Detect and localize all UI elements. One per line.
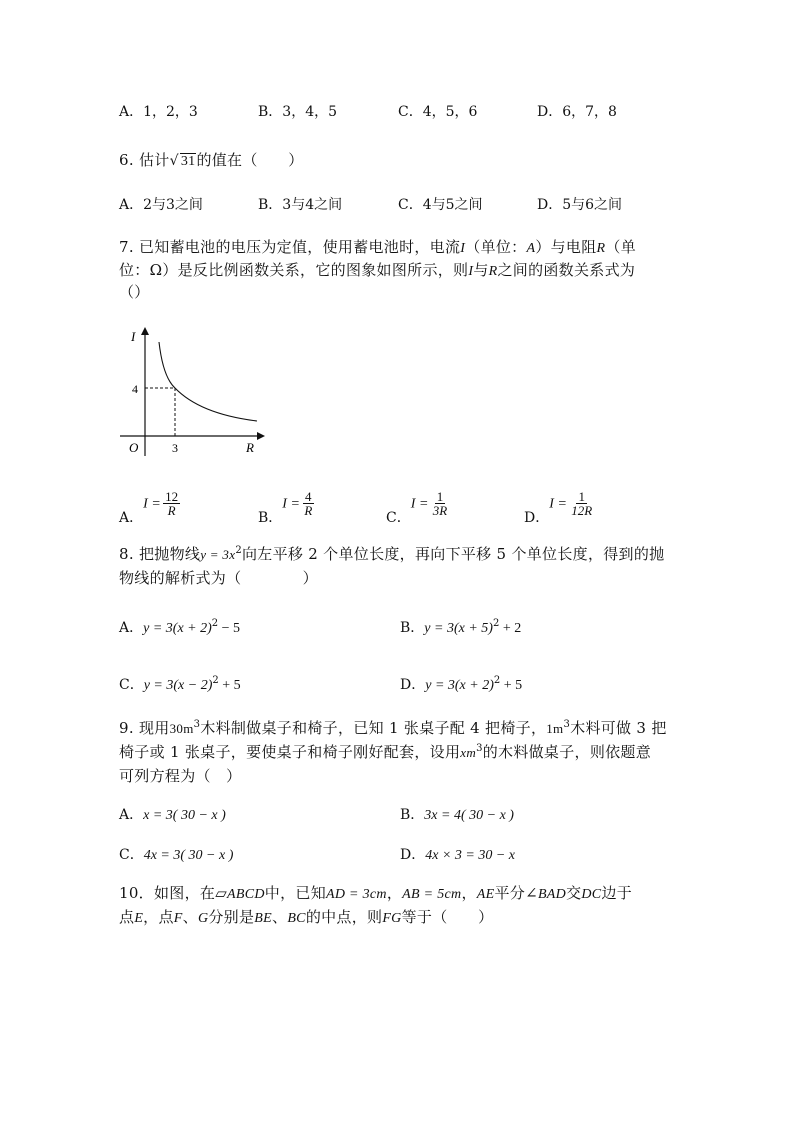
q9-text-1c: 木料可做 3 把 [570,719,667,737]
q10-text-1a: 10．如图，在 [119,884,216,902]
q7-a-num: 12 [165,489,179,504]
q6-option-a: A．2与3之间 [119,197,203,213]
q7-c-lhs: I [410,496,416,512]
q9-vol: 30m [169,721,194,736]
q7-a-eq: = [152,496,161,512]
q8-c-tail: + 5 [218,678,241,693]
q7-unit-a: A [526,241,536,256]
q8-a-sup: 2 [211,618,219,629]
q9-c-expr: 4x = 3( 30 − x ) [143,848,234,863]
q7-option-c-label: C． [386,509,411,526]
y-axis-arrow [141,327,149,335]
q7-text-2c: 之间的函数关系式为 [497,261,636,279]
q8-a-label: A． [119,620,144,636]
q7-c-eq: = [419,496,428,512]
q8-d-sup: 2 [493,675,501,686]
q9-text-2a: 椅子或 1 张桌子，要使桌子和椅子刚好配套，设用 [119,743,461,761]
q10-text-2e: 、 [272,908,288,926]
q9-vol-sup: 3 [193,719,201,730]
q7-text-2b: 与 [473,261,489,279]
q10-ae: AE [476,887,495,902]
q7-line3: （） [119,283,150,301]
q9-xvol: xm [460,745,477,760]
q7-line1 [119,236,636,257]
q7-text-2a: 位：Ω）是反比例函数关系，它的图象如图所示，则 [119,261,469,279]
x-axis-label: R [246,440,254,455]
q8-option-c [119,674,241,694]
q10-abcd: ABCD [227,887,265,902]
q9-option-c [119,844,233,864]
q8-b-sup: 2 [492,618,500,629]
q6-option-d: D．5与6之间 [537,197,623,213]
q10-text-1e: 边于 [601,884,633,902]
q9-line1 [119,717,667,738]
origin-label: O [129,440,139,455]
q8-d-tail: + 5 [500,678,523,693]
q10-line2 [119,906,493,927]
q10-ab: AB = 5cm [402,887,462,902]
q6-number: 6. [119,151,134,169]
q7-var-i: I [460,241,466,256]
q7-b-frac [302,490,314,517]
q10-g: G [197,911,209,926]
q10-ad: AD = 3cm [326,887,387,902]
q7-option-b [258,489,314,526]
q5-option-b: B．3，4，5 [258,104,338,120]
q8-line1 [119,543,664,564]
q7-option-b-label: B． [258,509,283,526]
q9-option-b [400,804,514,824]
q8-c-label: C． [119,677,144,693]
q8-a-tail: − 5 [218,621,241,636]
q9-a-label: A． [119,807,144,823]
q9-option-a [119,804,226,824]
y-tick-label: 4 [132,382,138,396]
q6-radicand: 31 [180,154,196,169]
q7-text-1: 7. 已知蓄电池的电压为定值，使用蓄电池时，电流 [119,238,461,256]
q10-text-2a: 点 [119,908,135,926]
q7-option-c [386,489,449,526]
q8-a-expr: y = 3(x + 2) [143,621,212,636]
q9-xvol-sup: 3 [476,743,483,754]
q6-sqrt: √ 31 [169,153,196,169]
q6-option-c: C．4与5之间 [398,197,483,213]
q9-option-d [400,844,515,864]
q8-line2: 物线的解析式为（ ） [119,569,318,587]
q7-c-den: 3R [432,503,448,518]
q9-a-expr: x = 3( 30 − x ) [143,808,226,823]
q10-line1 [119,882,632,903]
q10-text-2c: 、 [182,908,198,926]
q10-text-2g: 等于（ ） [401,908,494,926]
q8-d-label: D． [400,677,426,693]
q10-fg: FG [382,911,402,926]
q7-a-frac [163,490,180,517]
q9-text-2b: 的木料做桌子，则依题意 [482,743,652,761]
q10-text-2f: 的中点，则 [305,908,383,926]
q7-a-den: R [167,503,176,518]
q8-d-expr: y = 3(x + 2) [425,678,494,693]
x-tick-label: 3 [172,441,178,455]
q6-prefix: 估计 [139,151,170,169]
q9-line2 [119,741,651,762]
x-axis-arrow [257,432,265,440]
q7-d-den: 12R [571,503,593,518]
q7-text-1b: （单位： [465,238,527,256]
q9-text-1b: 木料制做桌子和椅子，已知 1 张桌子配 4 把椅子， [200,719,547,737]
q7-line2 [119,259,635,280]
q9-unit-sup: 3 [563,719,571,730]
q7-var-i-2: I [468,264,474,279]
q10-bad: BAD [537,887,567,902]
q7-a-lhs: I [143,496,148,512]
q5-option-c: C．4，5，6 [398,104,478,120]
q7-text-1d: （单 [605,238,636,256]
q7-graph [115,322,275,457]
q10-sep2: ， [461,884,477,902]
q7-option-a [119,489,180,526]
q10-text-2d: 分别是 [208,908,255,926]
q9-d-expr: 4x × 3 = 30 − x [425,848,516,863]
q7-b-num: 4 [305,489,312,504]
q7-option-d [524,489,594,526]
q10-f: F [173,911,183,926]
q10-e: E [134,911,144,926]
q9-b-expr: 3x = 4( 30 − x ) [424,808,514,823]
q10-text-1b: 中，已知 [264,884,326,902]
q5-option-d: D．6，7，8 [537,104,617,120]
q7-d-num: 1 [578,489,585,504]
q8-c-sup: 2 [212,675,219,686]
q10-be: BE [254,911,272,926]
q9-c-label: C． [119,847,144,863]
q7-d-frac [569,490,594,517]
q8-b-expr: y = 3(x + 5) [424,621,493,636]
parallelogram-icon: ▱ [215,884,228,902]
q8-expr: y = 3x [200,547,236,562]
q9-b-label: B． [400,807,425,823]
q10-text-1d: 交 [566,884,582,902]
q7-b-lhs: I [282,496,287,512]
q7-text-1c: ）与电阻 [535,238,597,256]
q8-b-label: B． [400,620,425,636]
q8-text-1a: 8. 把抛物线 [119,545,201,563]
q9-line3: 可列方程为（ ） [119,767,242,785]
q10-text-2b: ，点 [143,908,174,926]
q7-c-num: 1 [436,489,444,504]
q6-suffix: 的值在（ ） [196,151,304,169]
q8-c-expr: y = 3(x − 2) [143,678,213,693]
q7-d-lhs: I [549,496,554,512]
q9-d-label: D． [400,847,426,863]
hyperbola-curve [159,342,257,421]
q10-bc: BC [287,911,306,926]
q8-option-d [400,674,522,694]
q6-option-b: B．3与4之间 [258,197,343,213]
q7-var-r: R [596,241,606,256]
angle-icon: ∠ [525,884,538,902]
q10-sep1: ， [386,884,403,902]
q8-option-a [119,617,240,637]
q5-option-a: A．1，2，3 [119,104,198,120]
q8-expr-sup: 2 [235,545,242,556]
q8-text-1b: 向左平移 2 个单位长度，再向下平移 5 个单位长度，得到的抛 [241,545,665,563]
q8-b-tail: + 2 [499,621,522,636]
q7-b-eq: = [291,496,300,512]
q7-c-frac [431,490,449,517]
q6-question [119,149,304,170]
y-axis-label: I [131,329,136,344]
q7-option-d-label: D． [524,509,550,526]
q7-option-a-label: A． [119,509,144,526]
q10-text-1c: 平分 [494,884,526,902]
q9-text-1a: 9. 现用 [119,719,170,737]
q7-var-r-2: R [488,264,498,279]
q7-b-den: R [304,503,313,518]
q9-unit: 1m [546,721,564,736]
q7-d-eq: = [558,496,567,512]
q8-option-b [400,617,521,637]
q10-dc: DC [581,887,602,902]
